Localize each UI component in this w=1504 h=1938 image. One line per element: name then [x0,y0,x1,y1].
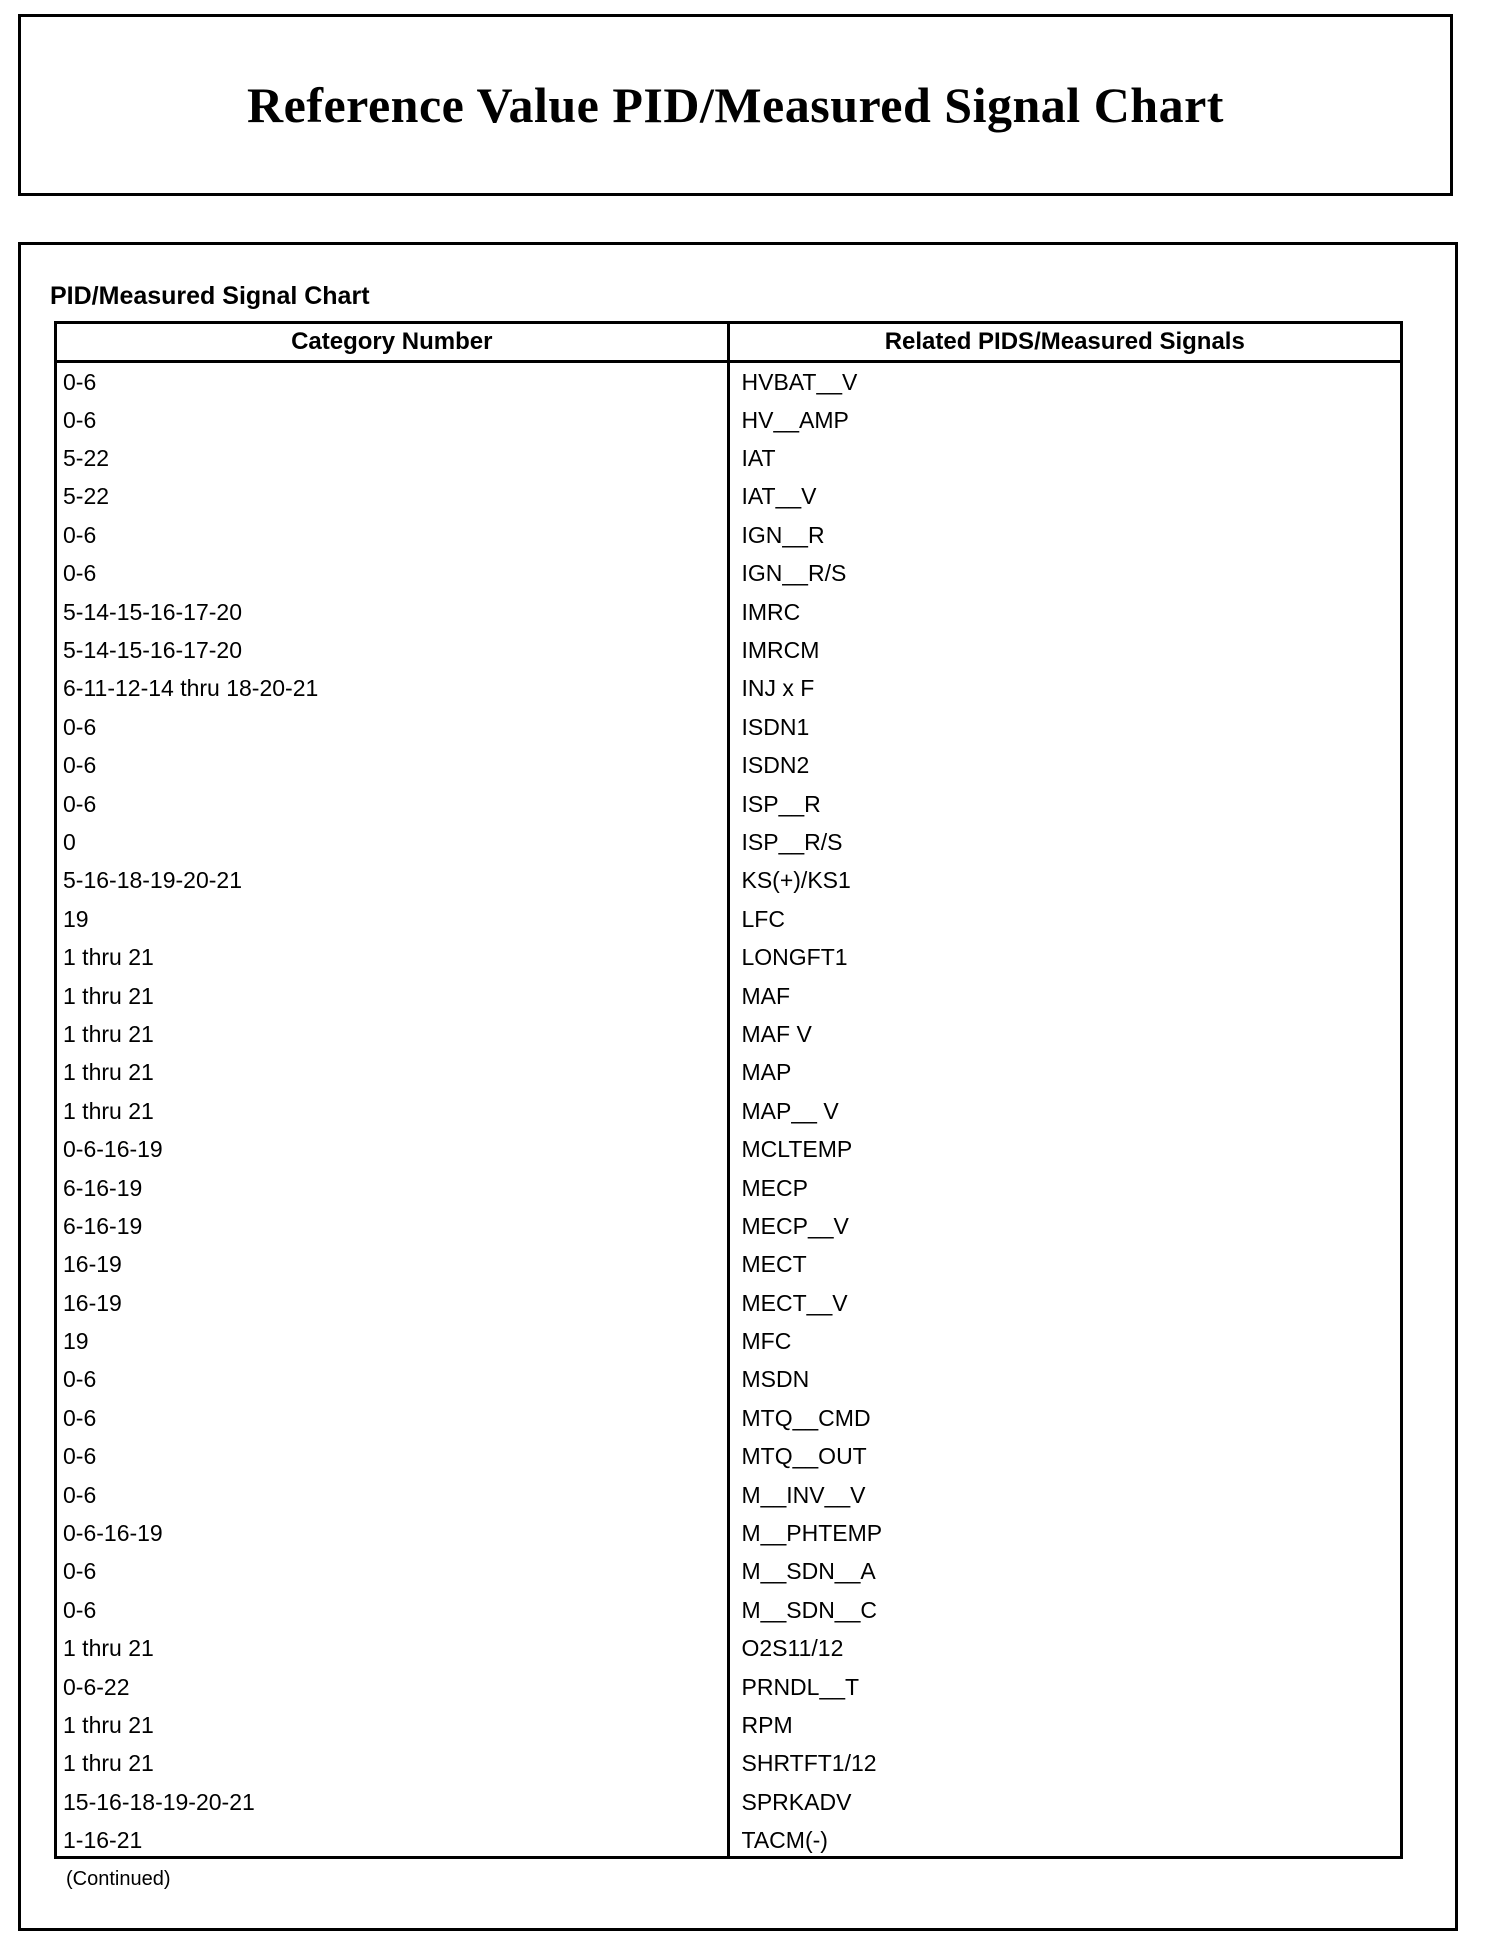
signal-name-cell: M__PHTEMP [741,1520,883,1547]
table-row [57,401,1400,439]
category-number-cell: 19 [57,900,728,938]
table-row [57,1667,1400,1705]
signal-name-cell: IAT__V [741,483,817,510]
table-row [57,361,1400,401]
signal-name-cell: IAT [741,445,776,472]
table-row [57,1744,1400,1782]
table-row [57,1821,1400,1859]
category-number-cell: 16-19 [57,1283,728,1321]
category-number-cell: 16-19 [57,1245,728,1283]
signal-name-cell: MSDN [741,1366,810,1393]
category-number-cell: 5-16-18-19-20-21 [57,861,728,899]
signal-name-cell: MAF V [741,1020,812,1047]
category-number-cell: 1 thru 21 [57,1053,728,1091]
table-row [57,1283,1400,1321]
category-number-cell: 0-6-22 [57,1667,728,1705]
signal-table-frame [54,321,1403,1859]
signal-name-cell: HV__AMP [741,406,849,433]
signal-name-cell: MAF [741,982,791,1009]
signal-name-cell: MECT [741,1251,807,1278]
category-number-cell: 1-16-21 [57,1821,728,1859]
category-number-cell: 0-6 [57,784,728,822]
category-number-cell: 1 thru 21 [57,1015,728,1053]
table-row [57,516,1400,554]
category-number-cell: 6-16-19 [57,1168,728,1206]
table-row [57,1591,1400,1629]
table-row [57,708,1400,746]
category-number-cell: 1 thru 21 [57,1092,728,1130]
category-number-cell: 19 [57,1322,728,1360]
signal-name-cell: MECP [741,1174,808,1201]
category-number-cell: 1 thru 21 [57,1744,728,1782]
table-row [57,900,1400,938]
category-number-cell: 0-6 [57,708,728,746]
table-row [57,1552,1400,1590]
table-row [57,1629,1400,1667]
category-number-cell: 6-16-19 [57,1207,728,1245]
signal-name-cell: IMRCM [741,637,820,664]
table-row [57,976,1400,1014]
signal-name-cell: ISDN2 [741,752,810,779]
title-box [18,14,1453,196]
category-number-cell: 6-11-12-14 thru 18-20-21 [57,669,728,707]
signal-name-cell: MTQ__CMD [741,1404,871,1431]
category-number-cell: 1 thru 21 [57,1629,728,1667]
table-row [57,1092,1400,1130]
signal-name-cell: LFC [741,905,785,932]
table-row [57,554,1400,592]
signal-name-cell: ISP__R/S [741,828,843,855]
continued-note: (Continued) [66,1868,171,1890]
signal-name-cell: PRNDL__T [741,1673,860,1700]
signal-name-cell: ISDN1 [741,713,810,740]
signal-name-cell: ISP__R [741,790,821,817]
table-row [57,477,1400,515]
table-row [57,1514,1400,1552]
chart-label: PID/Measured Signal Chart [50,282,370,310]
signal-name-cell: M__SDN__A [741,1558,876,1585]
signal-name-cell: SPRKADV [741,1788,852,1815]
category-number-cell: 0-6 [57,401,728,439]
table-row [57,823,1400,861]
signal-name-cell: MAP__ V [741,1097,839,1124]
signal-name-cell: MAP [741,1059,792,1086]
table-row [57,1130,1400,1168]
signal-name-cell: IMRC [741,598,801,625]
table-row [57,1783,1400,1821]
table-row [57,1053,1400,1091]
table-row [57,746,1400,784]
table-row [57,1706,1400,1744]
signal-name-cell: KS(+)/KS1 [741,867,851,894]
signal-name-cell: O2S11/12 [741,1635,844,1662]
signal-name-cell: MCLTEMP [741,1136,853,1163]
signal-name-cell: IGN__R [741,521,825,548]
signal-table [57,324,1400,1859]
category-number-cell: 0-6 [57,746,728,784]
table-row [57,1399,1400,1437]
table-row [57,592,1400,630]
category-number-cell: 0-6 [57,1591,728,1629]
signal-name-cell: M__INV__V [741,1481,866,1508]
table-row [57,1437,1400,1475]
signal-name-cell: TACM(-) [741,1827,828,1854]
signal-name-cell: MECP__V [741,1212,849,1239]
table-row [57,1168,1400,1206]
signal-name-cell: LONGFT1 [741,944,848,971]
category-number-cell: 5-22 [57,477,728,515]
table-row [57,1322,1400,1360]
category-number-cell: 1 thru 21 [57,1706,728,1744]
page-title: Reference Value PID/Measured Signal Chart [247,77,1224,133]
signal-name-cell: SHRTFT1/12 [741,1750,877,1777]
category-number-cell: 0-6-16-19 [57,1130,728,1168]
column-header-category: Category Number [57,324,728,361]
table-row [57,439,1400,477]
table-row [57,1475,1400,1513]
category-number-cell: 5-14-15-16-17-20 [57,631,728,669]
signal-name-cell: MFC [741,1328,792,1355]
category-number-cell: 1 thru 21 [57,938,728,976]
category-number-cell: 0-6 [57,1552,728,1590]
signal-name-cell: MTQ__OUT [741,1443,867,1470]
table-body [57,361,1400,1859]
category-number-cell: 0-6 [57,1475,728,1513]
table-row [57,1207,1400,1245]
category-number-cell: 5-14-15-16-17-20 [57,592,728,630]
category-number-cell: 0-6 [57,1360,728,1398]
table-row [57,861,1400,899]
signal-name-cell: MECT__V [741,1289,848,1316]
table-row [57,1360,1400,1398]
table-row [57,1015,1400,1053]
category-number-cell: 0-6 [57,361,728,401]
table-row [57,669,1400,707]
signal-name-cell: RPM [741,1711,793,1738]
table-row [57,631,1400,669]
category-number-cell: 0-6 [57,1437,728,1475]
category-number-cell: 0-6 [57,516,728,554]
category-number-cell: 0 [57,823,728,861]
signal-name-cell: M__SDN__C [741,1596,877,1623]
table-row [57,784,1400,822]
category-number-cell: 0-6 [57,1399,728,1437]
signal-name-cell: INJ x F [741,675,815,702]
column-header-signals: Related PIDS/Measured Signals [728,324,1400,361]
signal-name-cell: HVBAT__V [741,368,858,395]
category-number-cell: 5-22 [57,439,728,477]
category-number-cell: 1 thru 21 [57,976,728,1014]
table-row [57,938,1400,976]
category-number-cell: 15-16-18-19-20-21 [57,1783,728,1821]
category-number-cell: 0-6-16-19 [57,1514,728,1552]
category-number-cell: 0-6 [57,554,728,592]
table-header-row [57,324,1400,361]
table-row [57,1245,1400,1283]
signal-name-cell: IGN__R/S [741,560,847,587]
